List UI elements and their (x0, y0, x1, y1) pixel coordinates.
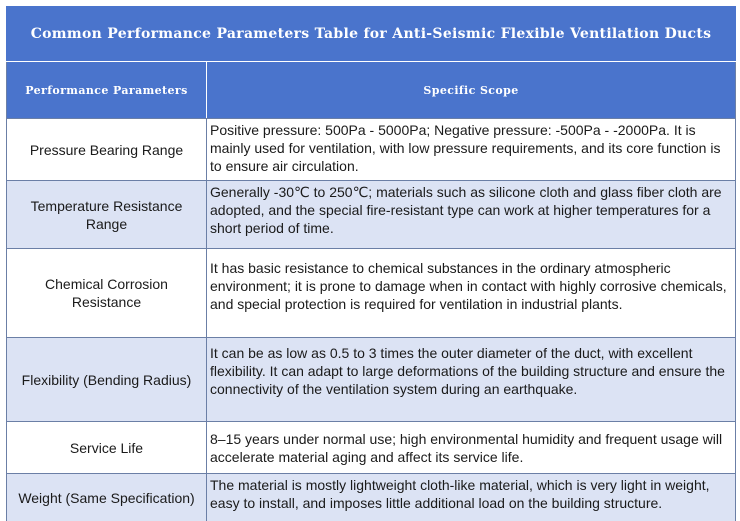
scope-cell: 8–15 years under normal use; high environmental humidity and frequent usage will accelerate material aging and affect its service life. (207, 422, 736, 474)
header-specific-scope: Specific Scope (207, 62, 736, 119)
parameter-cell: Temperature Resistance Range (7, 181, 207, 249)
scope-cell: It can be as low as 0.5 to 3 times the outer diameter of the duct, with excellent flexibility. It can adapt to large deformations of the building structure and ensure the connectivity of the ventilation system during an earthquake. (207, 338, 736, 422)
parameter-cell: Service Life (7, 422, 207, 474)
scope-cell: It has basic resistance to chemical substances in the ordinary atmospheric environment; it is prone to damage when in contact with highly corrosive chemicals, and special protection is required for ventilation in industrial plants. (207, 249, 736, 338)
table-row (7, 119, 736, 181)
parameters-table (6, 6, 736, 521)
table-row (7, 338, 736, 422)
parameter-cell: Flexibility (Bending Radius) (7, 338, 207, 422)
scope-cell: Positive pressure: 500Pa - 5000Pa; Negative pressure: -500Pa - -2000Pa. It is mainly used for ventilation, with low pressure requirements, and its core function is to ensure air circulation. (207, 119, 736, 181)
table-row (7, 474, 736, 521)
table-title: Common Performance Parameters Table for Anti-Seismic Flexible Ventilation Ducts (7, 7, 736, 62)
table-row (7, 422, 736, 474)
title-row (7, 7, 736, 62)
header-performance-parameters: Performance Parameters (7, 62, 207, 119)
scope-cell-text: The material is mostly lightweight cloth-like material, which is very light in weight, easy to install, and imposes little additional load on the building structure. (210, 477, 710, 511)
parameter-cell: Pressure Bearing Range (7, 119, 207, 181)
table-row (7, 249, 736, 338)
header-row (7, 62, 736, 119)
scope-cell: Generally -30℃ to 250℃; materials such as silicone cloth and glass fiber cloth are adopted, and the special fire-resistant type can work at higher temperatures for a short period of time. (207, 181, 736, 249)
table-row (7, 181, 736, 249)
parameter-cell: Weight (Same Specification) (7, 474, 207, 521)
scope-cell (207, 474, 736, 521)
parameter-cell: Chemical Corrosion Resistance (7, 249, 207, 338)
